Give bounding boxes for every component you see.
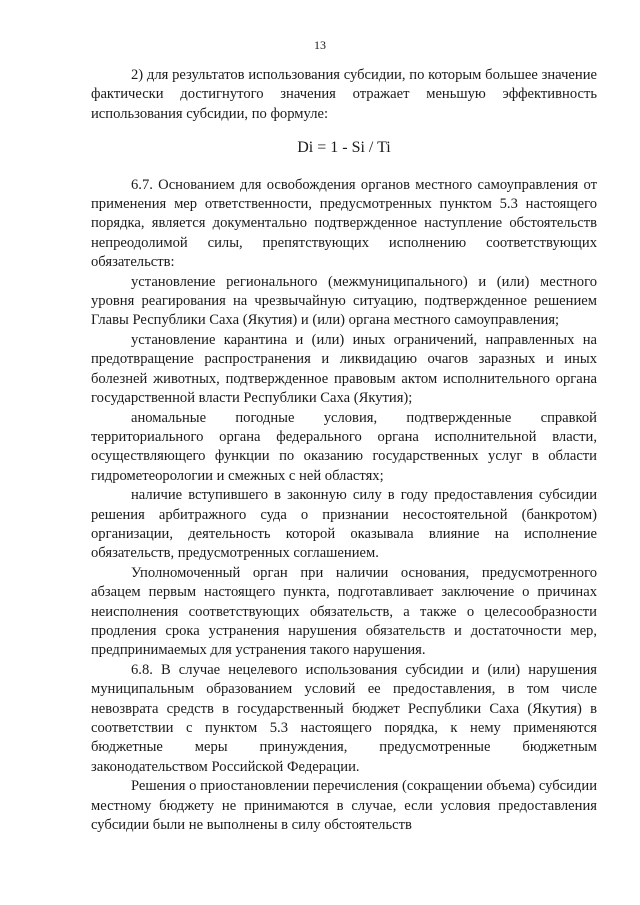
paragraph-6-7: 6.7. Основанием для освобождения органов местного самоуправления от применения мер ответственности, предусмотренных пунктом 5.3 настоящего порядка, является документально подтвержденное наступление обстоятельств непреодолимой силы, препятствующих исполнению соответствующих обязательств: xyxy=(91,176,597,271)
document-body xyxy=(91,66,597,835)
paragraph-weather: аномальные погодные условия, подтвержденные справкой территориального органа федерального органа исполнительной власти, осуществляющего функции по оказанию государственных услуг в области гидрометеорологии и смежных с ней областях; xyxy=(91,409,597,484)
paragraph-suspension: Решения о приостановлении перечисления (сокращении объема) субсидии местному бюджету не принимаются в случае, если условия предоставления субсидии были не выполнены в силу обстоятельств xyxy=(91,778,597,834)
paragraph-bankruptcy: наличие вступившего в законную силу в году предоставления субсидии решения арбитражного суда о признании несостоятельной (банкротом) организации, деятельность которой оказывала влияние на исполнение обязательств, предусмотренных соглашением. xyxy=(91,487,597,562)
paragraph-quarantine: установление карантина и (или) иных ограничений, направленных на предотвращение распространения и ликвидацию очагов заразных и иных болезней животных, подтвержденное правовым актом исполнительного органа государственной власти Республики Саха (Якутия); xyxy=(91,331,597,407)
page-number: 13 xyxy=(314,38,326,52)
formula: Di = 1 - Si / Ti xyxy=(297,139,391,157)
paragraph-emergency: установление регионального (межмуниципального) и (или) местного уровня реагирования на чрезвычайную ситуацию, подтвержденное решением Главы Республики Саха (Якутия) и (или) органа местного самоуправления; xyxy=(91,273,597,329)
paragraph-6-8: 6.8. В случае нецелевого использования субсидии и (или) нарушения муниципальным образованием условий ее предоставления, в том числе невозврата средств в государственный бюджет Республики Саха (Якутия) в соответствии с пунктом 5.3 настоящего порядка, к нему применяются бюджетные меры принуждения, предусмотренные бюджетным законодательством Российской Федерации. xyxy=(91,661,597,775)
paragraph-authorized-body: Уполномоченный орган при наличии основания, предусмотренного абзацем первым настоящего пункта, подготавливает заключение о причинах неисполнения соответствующих обязательств, а также о целесообразности продления срока устранения нарушения обязательств и достаточности мер, предпринимаемых для устранения такого нарушения. xyxy=(91,564,597,659)
paragraph-formula-intro: 2) для результатов использования субсидии, по которым большее значение фактически достигнутого значения отражает меньшую эффективность использования субсидии, по формуле: xyxy=(91,67,597,122)
